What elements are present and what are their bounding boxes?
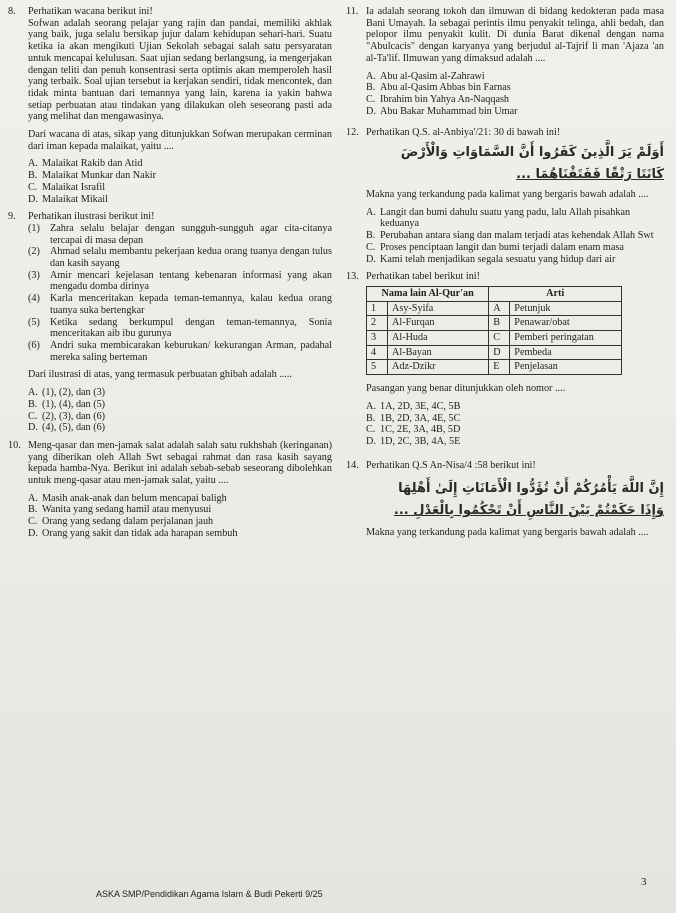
option-d[interactable]: D. Abu Bakar Muhammad bin Umar xyxy=(366,105,518,117)
option-c[interactable]: C. Orang yang sedang dalam perjalanan jauh xyxy=(28,516,214,528)
table-row: 5 Adz-Dzikr E Penjelasan xyxy=(367,360,622,375)
option-c[interactable]: C. Ibrahim bin Yahya An-Naqqash xyxy=(366,93,510,105)
question-intro: Perhatikan Q.S An-Nisa/4 :58 berikut ini! xyxy=(366,459,536,471)
arabic-verse-line-2-underlined: كَانَتَا رَتْقًا فَفَتَقْنَاهُمَا ... xyxy=(516,167,664,183)
question-intro: Perhatikan tabel berikut ini! xyxy=(366,271,481,283)
option-b[interactable]: B. Malaikat Munkar dan Nakir xyxy=(28,170,157,182)
question-8 xyxy=(8,6,332,205)
question-number: 9. xyxy=(8,211,16,223)
option-b[interactable]: B. (1), (4), dan (5) xyxy=(28,398,106,410)
list-item: (4) Karla menceritakan kepada teman-temannya, kalau kedua orang tuanya suka bertengkar xyxy=(28,293,332,316)
question-number: 10. xyxy=(8,439,21,451)
table-row: 2 Al-Furqan B Penawar/obat xyxy=(367,316,622,331)
arabic-verse-line-1: أَوَلَمْ يَرَ الَّذِينَ كَفَرُوا أَنَّ السَّمَاوَاتِ وَالْأَرْضَ xyxy=(400,145,664,161)
question-number: 14. xyxy=(346,459,359,471)
option-d[interactable]: D. Malaikat Mikail xyxy=(28,193,108,205)
left-column xyxy=(8,6,332,546)
question-stem: Dari wacana di atas, sikap yang ditunjukkan Sofwan merupakan cerminan dari iman kepada malaikat, yaitu .... xyxy=(28,129,332,152)
option-a[interactable]: A. Masih anak-anak dan belum mencapai baligh xyxy=(28,492,227,504)
option-a[interactable]: A. (1), (2), dan (3) xyxy=(28,387,106,399)
question-9 xyxy=(8,211,332,434)
option-a[interactable]: A. Abu al-Qasim al-Zahrawi xyxy=(366,70,485,82)
question-stem: Makna yang terkandung pada kalimat yang bergaris bawah adalah .... xyxy=(366,527,649,539)
option-b[interactable]: B. Perubahan antara siang dan malam terjadi atas kehendak Allah Swt xyxy=(366,230,654,242)
list-item: (6) Andri suka membicarakan keburukan/ kekurangan Arman, padahal mereka saling berteman xyxy=(28,339,332,363)
question-stem: Pasangan yang benar ditunjukkan oleh nomor .... xyxy=(366,383,566,395)
question-number: 8. xyxy=(8,6,16,17)
question-14 xyxy=(346,460,664,539)
question-passage: Ia adalah seorang tokoh dan ilmuwan di bidang kedokteran pada masa Bani Umayah. Ia sebagai perintis ilmu penyakit telinga, ahli bedah, dan pelopor ilmu penyakit kulit. Di dunia Barat dikenal dengan nama "Abulcacis" dengan karyanya yang berjudul al-Tajrif li man 'Ajaza 'an al-Ta'lif. Ilmuwan yang dimaksud adalah .... xyxy=(366,6,664,64)
option-a[interactable]: A. Langit dan bumi dahulu suatu yang padu, lalu Allah pisahkan keduanya xyxy=(366,206,631,230)
arabic-verse-line-1: إِنَّ اللَّهَ يَأْمُرُكُمْ أَنْ تُؤَدُّوا الْأَمَانَاتِ إِلَىٰ أَهْلِهَا xyxy=(398,481,664,497)
list-item: (5) Ketika sedang berkumpul dengan teman-temannya, Sonia menceritakan aib ibu gurunya xyxy=(28,316,332,340)
question-stem: Makna yang terkandung pada kalimat yang bergaris bawah adalah .... xyxy=(366,189,649,201)
table-header: Nama lain Al-Qur'an xyxy=(367,286,489,301)
question-intro: Perhatikan Q.S. al-Anbiya'/21: 30 di bawah ini! xyxy=(366,127,561,139)
list-item: (1) Zahra selalu belajar dengan sungguh-sungguh agar cita-citanya tercapai di masa depan xyxy=(28,222,332,246)
quran-names-table xyxy=(366,286,622,375)
option-d[interactable]: D. Kami telah menjadikan segala sesuatu yang hidup dari air xyxy=(366,253,616,265)
table-header-row xyxy=(367,286,622,301)
question-12 xyxy=(346,127,664,265)
question-11 xyxy=(346,6,664,117)
question-intro: Perhatikan wacana berikut ini! xyxy=(28,6,153,17)
option-d[interactable]: D. (4), (5), dan (6) xyxy=(28,422,106,434)
option-a[interactable]: A. 1A, 2D, 3E, 4C, 5B xyxy=(366,400,461,412)
table-row: 4 Al-Bayan D Pembeda xyxy=(367,345,622,360)
table-row: 3 Al-Huda C Pemberi peringatan xyxy=(367,331,622,346)
illustration-list xyxy=(28,223,332,363)
question-intro: Perhatikan ilustrasi berikut ini! xyxy=(28,211,155,223)
question-number: 13. xyxy=(346,271,359,283)
list-item: (3) Amir mencari kejelasan tentang kebenaran informasi yang akan mengadu domba dirinya xyxy=(28,269,332,293)
option-d[interactable]: D. Orang yang sakit dan tidak ada harapan sembuh xyxy=(28,527,238,539)
question-number: 11. xyxy=(346,6,359,17)
option-b[interactable]: B. 1B, 2D, 3A, 4E, 5C xyxy=(366,412,461,424)
question-13 xyxy=(346,271,664,447)
right-column xyxy=(346,6,664,545)
question-number: 12. xyxy=(346,127,359,139)
question-stem: Dari ilustrasi di atas, yang termasuk perbuatan ghibah adalah ..... xyxy=(28,369,292,381)
table-header: Arti xyxy=(489,286,622,301)
option-c[interactable]: C. Proses penciptaan langit dan bumi terjadi dalam enam masa xyxy=(366,241,624,253)
question-passage: Sofwan adalah seorang pelajar yang rajin dan pandai, memiliki akhlak yang baik, juga selalu bersikap jujur dalam kehidupan sehari-hari. Suatu ketika ia akan mengikuti Ujian Sekolah sebagai salah satu persyaratan untuk mencapai kelulusan. Saat ujian sedang berlangsung, ia mengerjakan dengan teliti dan penuh konsentrasi serta optimis akan memperoleh hasil yang terbaik. Soal ujian tersebut ia kerjakan sendiri, tidak mencontek, dan tidak minta bantuan dari temannya yang lain, karena ia yakin bahwa setiap perbuatan atau tindakan yang dilakukan oleh seseorang pasti ada yang melihat dan mengawasinya. xyxy=(28,17,332,123)
option-b[interactable]: B. Wanita yang sedang hamil atau menyusui xyxy=(28,504,212,516)
option-a[interactable]: A. Malaikat Rakib dan Atid xyxy=(28,158,143,170)
arabic-verse-line-2-underlined: وَإِذَا حَكَمْتُمْ بَيْنَ النَّاسِ أَنْ تَحْكُمُوا بِالْعَدْلِ ... xyxy=(393,503,664,519)
table-row: 1 Asy-Syifa A Petunjuk xyxy=(367,301,622,316)
option-d[interactable]: D. 1D, 2C, 3B, 4A, 5E xyxy=(366,435,461,447)
option-c[interactable]: C. Malaikat Israfil xyxy=(28,181,106,193)
option-b[interactable]: B. Abu al-Qasim Abbas bin Farnas xyxy=(366,82,511,94)
page-number: 3 xyxy=(641,876,647,888)
page-footer: ASKA SMP/Pendidikan Agama Islam & Budi Pekerti 9/25 xyxy=(96,889,323,899)
question-10 xyxy=(8,440,332,540)
list-item: (2) Ahmad selalu membantu pekerjaan kedua orang tuanya dengan tulus dan kasih sayang xyxy=(28,246,332,270)
question-passage: Meng-qasar dan men-jamak salat adalah salah satu rukhshah (keringanan) yang diberikan oleh Allah Swt sebagai rahmat dan rasa kasih sayang kepada hamba-Nya. Berikut ini adalah sebab-sebab seseorang dibolehkan untuk meng-qasar atau men-jamak salat, yaitu .... xyxy=(28,439,332,487)
option-c[interactable]: C. (2), (3), dan (6) xyxy=(28,410,106,422)
option-c[interactable]: C. 1C, 2E, 3A, 4B, 5D xyxy=(366,424,461,436)
